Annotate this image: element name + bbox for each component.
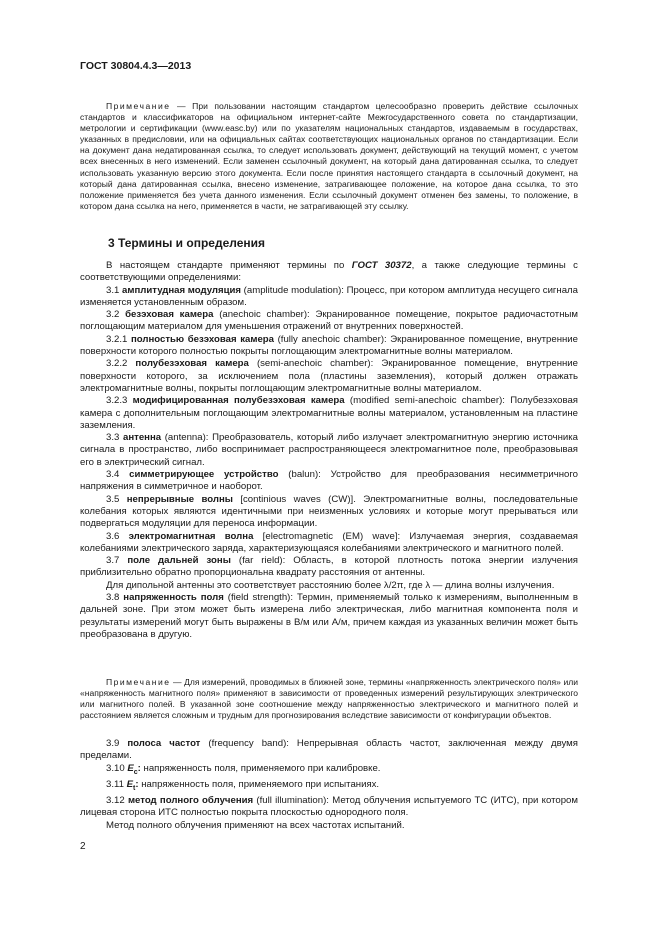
term-3-2-2 xyxy=(80,358,578,395)
term-3-6 xyxy=(80,531,578,556)
term-3-5 xyxy=(80,494,578,531)
term-name: полностью безэховая камера xyxy=(130,333,274,345)
symbol-subscript: c xyxy=(133,768,138,776)
term-definition: напряженность поля, применяемого при калибровке. xyxy=(140,762,381,774)
term-name: амплитудная модуляция xyxy=(122,284,241,296)
term-3-1 xyxy=(80,285,578,310)
term-name: полубезэховая камера xyxy=(135,358,249,370)
term-name: напряженность поля xyxy=(123,592,224,604)
term-3-3 xyxy=(80,432,578,469)
note-paragraph xyxy=(80,101,578,212)
term-definition: (fully anechoic chamber): Экранированное помещение, внутренние поверхности которого полностью покрыты поглощающим электромагнитные волны материалом. xyxy=(80,333,578,358)
note-label: Примечание xyxy=(106,677,171,687)
page-number: 2 xyxy=(80,841,86,852)
symbol-colon: : xyxy=(137,762,141,774)
term-3-11 xyxy=(80,779,578,795)
intro-text: В настоящем стандарте применяют термины по xyxy=(106,260,352,271)
term-number: 3.3 xyxy=(106,432,123,444)
note-text: — Для измерений, проводимых в ближней зоне, термины «напряженность электрического поля» или «напряженность магнитного поля» применяют в зависимости от проведенных измерений результирующих электрического или магнитного полей. В указанной зоне соотношение между напряженностью электрического и магнитного полей и расстоянием является сложным и трудным для прогнозирования вследствие зависимости от конфигурации объектов. xyxy=(80,677,578,721)
terms-block xyxy=(80,260,578,641)
term-definition: (semi-anechoic chamber): Экранированное помещение, внутренние поверхности которого, за исключением пола (пластины заземления), который должен отражать электромагнитные волны, покрыты поглощающим электромагнитные волны материалом. xyxy=(80,358,578,394)
term-3-2-3 xyxy=(80,395,578,432)
symbol-subscript: t xyxy=(133,784,136,792)
intro-text-end: , а также следующие термины с соответствующими определениями: xyxy=(80,260,578,284)
dipole-paragraph: Для дипольной антенны это соответствует расстоянию более λ/2π, где λ — длина волны излучения. xyxy=(106,579,555,591)
standard-ref-link: ГОСТ 30372 xyxy=(351,260,412,271)
term-number: 3.6 xyxy=(106,530,129,542)
term-definition: (modified semi-anechoic chamber): Полубезэховая камера с дополнительным поглощающим электромагнитные волны материалом, установленным на пластине заземления. xyxy=(80,395,578,431)
note-paragraph-2 xyxy=(80,677,578,721)
symbol-e: E xyxy=(127,762,134,774)
section-title: 3 Термины и определения xyxy=(108,236,266,250)
term-3-8 xyxy=(80,592,578,641)
term-definition: (far rield): Область, в которой плотность потока энергии излучения приблизительно обратно пропорциональна квадрату расстояния от антенны. xyxy=(80,555,578,579)
symbol-e: E xyxy=(126,778,134,790)
term-number: 3.4 xyxy=(106,469,130,481)
term-number: 3.2.1 xyxy=(106,333,131,345)
term-number: 3.8 xyxy=(106,592,124,604)
note-label: Примечание xyxy=(106,101,171,111)
term-3-12 xyxy=(80,795,578,820)
symbol-colon: : xyxy=(135,778,139,790)
term-name: полоса частот xyxy=(127,738,201,749)
term-definition: (balun): Устройство для преобразования несимметричного напряжения в симметричное и наоборот. xyxy=(80,469,578,493)
intro-paragraph xyxy=(80,260,578,285)
term-definition: (anechoic chamber): Экранированное помещение, покрытое радиочастотным поглощающим материалом для уменьшения отражений от внутренних поверхностей. xyxy=(80,309,578,333)
term-number: 3.7 xyxy=(106,555,128,567)
term-definition: (antenna): Преобразователь, который либо излучает электромагнитную энергию источника сигнала в пространство, либо воспринимает распространяющееся электромагнитное поле, преобразовывая его в электрический сигнал. xyxy=(80,432,578,468)
term-name: антенна xyxy=(122,432,162,444)
term-definition: (frequency band): Непрерывная область частот, заключенная между двумя пределами. xyxy=(80,738,578,762)
term-number: 3.2.3 xyxy=(106,395,133,407)
term-definition: (full illumination): Метод облучения испытуемого ТС (ИТС), при котором лицевая сторона ИТС полностью покрыта плоскостью однородного поля. xyxy=(80,795,578,819)
term-definition: [continious waves (CW)]. Электромагнитные волны, последовательные колебания которых являются идентичными при неизменных условиях и которые могут прерываться или подвергаться модуляции для переноса информации. xyxy=(80,493,578,530)
term-3-10 xyxy=(80,763,578,779)
term-number: 3.5 xyxy=(106,493,127,505)
term-definition: (field strength): Термин, применяемый только к измерениям, выполненным в дальней зоне. При этом может быть измерена либо электрическая, либо магнитная компонента поля и результаты измерений могут быть выражены в В/м или А/м, причем каждая из указанных величин может быть преобразована в другую. xyxy=(80,592,578,640)
term-3-2-1 xyxy=(80,334,578,359)
term-definition: (amplitude modulation): Процесс, при котором амплитуда несущего сигнала изменяется установленным образом. xyxy=(80,284,578,308)
note-text: — При пользовании настоящим стандартом целесообразно проверить действие ссылочных стандартов и классификаторов на официальном интернет-сайте Межгосударственного совета по стандартизации, метрологии и сертификации (www.easc.by) или по указателям национальных стандартов, издаваемым в государствах, указанных в предисловии, или на официальных сайтах соответствующих национальных органов по стандартизации. Если на документ дана недатированная ссылка, то следует использовать документ, действующий на текущий момент, с учетом всех внесенных в него изменений. Если заменен ссылочный документ, на который дана датированная ссылка, то следует использовать указанную версию этого документа. Если после принятия настоящего стандарта в ссылочный документ, на который дана датированная ссылка, внесено изменение, затрагивающее положение, на которое дана ссылка, то это положение применяется без учета данного изменения. Если ссылочный документ отменен без замены, то положение, в котором дана ссылка на него, применяется в части, не затрагивающей эту ссылку. xyxy=(80,101,578,211)
terms-block-2 xyxy=(80,738,578,832)
term-number: 3.2.2 xyxy=(106,358,136,370)
term-name: симметрирующее устройство xyxy=(129,469,279,481)
term-name: метод полного облучения xyxy=(127,795,254,806)
term-definition: [electromagnetic (EM) wave]: Излучаемая энергия, создаваемая колебаниями электрического заряда, характеризующаяся колебаниями электрического и магнитного полей. xyxy=(80,530,578,554)
term-number: 3.9 xyxy=(106,738,128,749)
term-3-4 xyxy=(80,469,578,494)
term-name: модифицированная полубезэховая камера xyxy=(132,395,345,407)
term-number: 3.2 xyxy=(106,309,126,321)
term-number: 3.10 xyxy=(106,762,128,774)
final-paragraph: Метод полного облучения применяют на всех частотах испытаний. xyxy=(106,819,405,831)
term-name: безэховая камера xyxy=(125,309,214,321)
term-3-2 xyxy=(80,309,578,334)
doc-header: ГОСТ 30804.4.3—2013 xyxy=(80,60,192,72)
term-name: электромагнитная волна xyxy=(128,530,254,542)
term-definition: напряженность поля, применяемого при испытаниях. xyxy=(138,778,380,790)
term-number: 3.11 xyxy=(106,778,127,790)
term-name: поле дальней зоны xyxy=(127,555,231,567)
term-3-7 xyxy=(80,555,578,580)
term-number: 3.1 xyxy=(106,284,123,296)
term-name: непрерывные волны xyxy=(126,493,233,505)
term-3-9 xyxy=(80,738,578,763)
term-number: 3.12 xyxy=(106,795,128,806)
